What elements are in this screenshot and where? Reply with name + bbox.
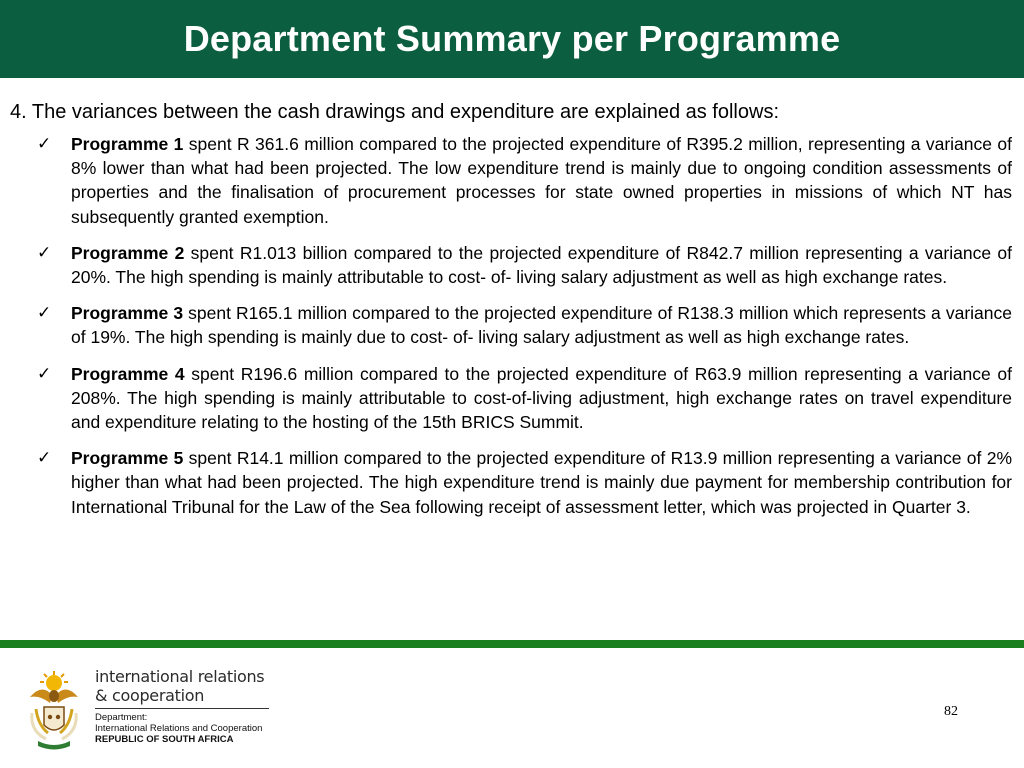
programme-label: Programme 4 [71, 363, 185, 384]
checkmark-icon: ✓ [37, 363, 52, 384]
checkmark-icon: ✓ [37, 448, 52, 469]
list-item [0, 446, 1024, 519]
slide-title: Department Summary per Programme [183, 18, 841, 59]
country-name: REPUBLIC OF SOUTH AFRICA [95, 734, 234, 745]
item-text [71, 301, 1012, 349]
list-item [0, 301, 1024, 349]
coat-of-arms-icon [24, 669, 84, 751]
checkmark-icon: ✓ [37, 242, 52, 263]
item-text [71, 446, 1012, 519]
department-name: International Relations and Cooperation [95, 723, 263, 734]
programme-description: spent R165.1 million compared to the projected expenditure of R138.3 million which represents a variance of 19%. The high spending is mainly due to cost- of- living salary adjustment as well as high exchange rates. [71, 303, 1012, 348]
programme-description: spent R 361.6 million compared to the projected expenditure of R395.2 million, representing a variance of 8% lower than what had been projected. The low expenditure trend is mainly due to ongoing condition assessments of properties and the finalisation of procurement processes for state owned properties in missions of which NT has subsequently granted exemption. [71, 134, 1012, 227]
title-bar [0, 0, 1024, 78]
intro-text: 4. The variances between the cash drawings and expenditure are explained as follows: [10, 101, 779, 123]
checkmark-icon: ✓ [37, 303, 52, 324]
brand-name-line1: international relations [95, 667, 265, 686]
brand-name-line2: & cooperation [95, 686, 205, 705]
footer-divider [0, 640, 1024, 648]
list-item [0, 241, 1024, 289]
list-item [0, 132, 1024, 229]
brand-divider [95, 708, 269, 709]
checkmark-icon: ✓ [37, 134, 52, 154]
department-label: Department: [95, 712, 148, 723]
programme-description: spent R196.6 million compared to the projected expenditure of R63.9 million representing a variance of 208%. The high spending is mainly attributable to cost-of-living adjustment, high exchange rates on travel expenditure and expenditure relating to the hosting of the 15th BRICS Summit. [71, 363, 1012, 433]
programme-label: Programme 5 [71, 448, 184, 469]
programme-list [0, 132, 1024, 531]
programme-label: Programme 1 [71, 134, 184, 154]
list-item [0, 362, 1024, 435]
page-number: 82 [944, 704, 958, 719]
programme-description: spent R1.013 billion compared to the projected expenditure of R842.7 million representing a variance of 20%. The high spending is mainly attributable to cost- of- living salary adjustment as well as high exchange rates. [71, 242, 1012, 288]
programme-label: Programme 2 [71, 242, 185, 263]
department-logo [20, 665, 280, 755]
item-text [71, 362, 1012, 435]
item-text [71, 132, 1012, 229]
item-text [71, 241, 1012, 289]
programme-label: Programme 3 [71, 303, 184, 324]
programme-description: spent R14.1 million compared to the projected expenditure of R13.9 million representing a variance of 2% higher than what had been projected. The high expenditure trend is mainly due payment for membership contribution for International Tribunal for the Law of the Sea following receipt of assessment letter, which was projected in Quarter 3. [71, 448, 1012, 517]
